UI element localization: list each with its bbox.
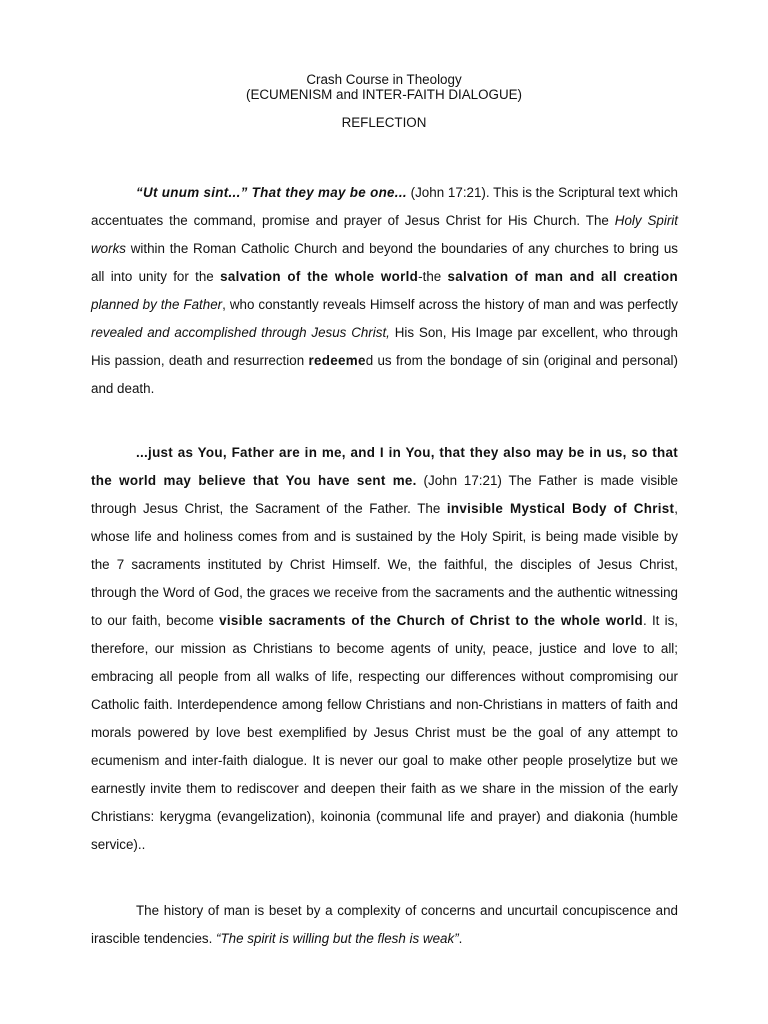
text-run: . It is, therefore, our mission as Christians to become agents of unity, peace, justice and love to all; embracing all people from all walks of life, respecting our differences without compromising our Catholic faith. Interdependence among fellow Christians and non-Christians in matters of faith and morals powered by love best exemplified by Jesus Christ must be the goal of any attempt to ecumenism and inter-faith dialogue. It is never our goal to make other people proselytize but we earnestly invite them to rediscover and deepen their faith as we share in the mission of the early Christians: kerygma (evangelization), koinonia (communal life and prayer) and diakonia (humble service)..	[91, 613, 678, 852]
bold-run: salvation of the whole world	[220, 269, 419, 284]
text-run: , who constantly reveals Himself across the history of man and was perfectly	[222, 297, 678, 312]
italic-run: Holy Spirit works	[91, 213, 678, 256]
bold-run: redeeme	[308, 353, 366, 368]
paragraph-3	[91, 897, 678, 953]
scripture-quote: ...just as You, Father are in me, and I in You, that they also may be in us, so that the world may believe that You have sent me.	[91, 445, 678, 488]
document-title: Crash Course in Theology	[306, 72, 462, 87]
scripture-quote: “Ut unum sint...” That they may be one...	[136, 185, 407, 200]
italic-run: revealed and accomplished through Jesus Christ,	[91, 325, 390, 340]
text-run: d us from the bondage of sin (original and personal) and death.	[91, 353, 678, 396]
bold-run: salvation of man and all creation	[447, 269, 679, 284]
italic-quote: “The spirit is willing but the flesh is weak”	[216, 931, 459, 946]
text-run: -the	[418, 269, 448, 284]
text-run: .	[458, 931, 463, 946]
text-run: (John 17:21) The Father is made visible through Jesus Christ, the Sacrament of the Father. The	[91, 473, 678, 516]
section-heading: REFLECTION	[341, 115, 427, 130]
italic-run: planned by the Father	[91, 297, 223, 312]
paragraph-2	[91, 439, 678, 859]
bold-run: invisible Mystical Body of Christ	[446, 501, 675, 516]
text-run: , whose life and holiness comes from and is sustained by the Holy Spirit, is being made visible by the 7 sacraments instituted by Christ Himself. We, the faithful, the disciples of Jesus Christ, through the Word of God, the graces we receive from the sacraments and the authentic witnessing to our faith, become	[91, 501, 678, 628]
paragraph-1	[91, 179, 678, 403]
bold-run: visible sacraments of the Church of Christ to the whole world	[219, 613, 643, 628]
text-run: (John 17:21). This is the Scriptural text which accentuates the command, promise and prayer of Jesus Christ for His Church. The	[91, 185, 678, 228]
text-run: The history of man is beset by a complexity of concerns and uncurtail concupiscence and irascible tendencies.	[91, 903, 678, 946]
text-run: within the Roman Catholic Church and beyond the boundaries of any churches to bring us all into unity for the	[91, 241, 678, 284]
text-run: His Son, His Image par excellent, who through His passion, death and resurrection	[91, 325, 678, 368]
document-subtitle: (ECUMENISM and INTER-FAITH DIALOGUE)	[245, 87, 523, 102]
